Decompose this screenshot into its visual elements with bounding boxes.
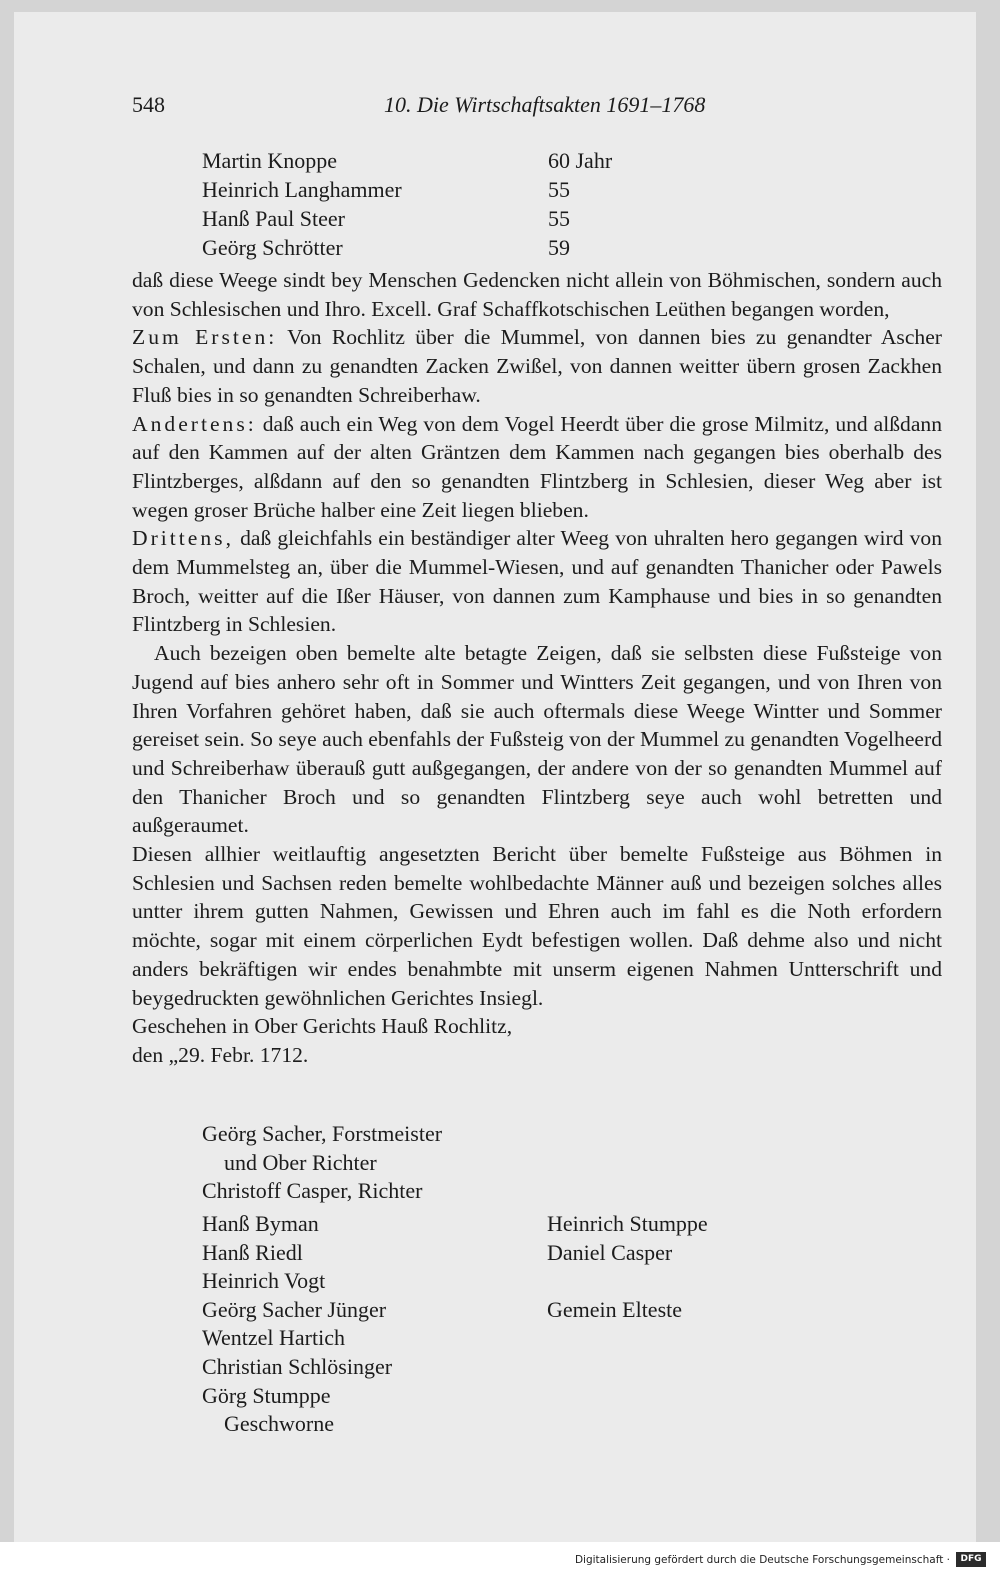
- signature-line: Hanß Byman: [202, 1211, 319, 1236]
- first-route-text: Von Rochlitz über die Mummel, von dannen bies zu genandter Ascher Schalen, und dann zu genandten Zacken Zwißel, von dannen weitter übern grosen Zackhen Fluß bies in so genandten Schreiberhaw.: [132, 325, 942, 407]
- witness-row: [202, 233, 652, 262]
- first-route-label: Zum Ersten:: [132, 325, 278, 350]
- signature-line: Daniel Casper: [547, 1239, 673, 1265]
- document-body: [132, 266, 942, 1070]
- spacer: [547, 1267, 708, 1296]
- signature-role: Geschworne: [224, 1411, 334, 1437]
- first-route-paragraph: [132, 323, 942, 409]
- witness-list: [202, 146, 652, 262]
- signature-line: Geörg Sacher, Forstmeister: [202, 1121, 443, 1146]
- page-number: 548: [132, 92, 165, 117]
- running-head: [0, 92, 1000, 122]
- signature-line: Geörg Sacher Jünger: [202, 1296, 387, 1322]
- second-route-label: Andertens:: [132, 411, 257, 436]
- signature-line: und Ober Richter: [224, 1149, 377, 1175]
- third-route-label: Drittens,: [132, 526, 234, 551]
- footer-text: Digitalisierung gefördert durch die Deutsche Forschungsgemeinschaft ·: [574, 1553, 950, 1566]
- witness-name: Geörg Schrötter: [202, 235, 343, 260]
- witness-name: Heinrich Langhammer: [202, 177, 402, 202]
- date-line: den „29. Febr. 1712.: [132, 1042, 309, 1067]
- signature-line: Heinrich Stumppe: [547, 1211, 708, 1236]
- second-route-paragraph: [132, 410, 942, 525]
- signature-line: Christoff Casper, Richter: [202, 1178, 423, 1204]
- signature-line: Christian Schlösinger: [202, 1353, 393, 1379]
- witness-name: Hanß Paul Steer: [202, 206, 345, 231]
- attestation-paragraph: Diesen allhier weitlauftig angesetzten Bericht über bemelte Fußsteige aus Böhmen in Schlesien und Sachsen reden bemelte wohlbedachte Männer auß und bezeigen solches alles untter ihrem gutten Nahmen, Gewissen und Ehren auch im fahl es die Noth erfordern möchte, sogar mit einem cörperlichen Eydt befestigen wollen. Daß dehme also und nicht anders bekräftigen wir endes benahmbte mit unserm eigenen Nahmen Untterschrift und beygedruckten gewöhnlichen Gerichtes Insiegl.: [132, 842, 942, 1010]
- elder-signatures: [547, 1210, 708, 1324]
- second-route-text: daß auch ein Weg von dem Vogel Heerdt über die grose Milmitz, und alßdann auf den Kammen auf der alten Gräntzen dem Kammen nach gegangen bies oberhalb des Flintzberges, alßdann auf den so genandten Flintzberg in Schlesien, dieser Weg aber ist wegen groser Brüche halber eine Zeit liegen blieben.: [132, 411, 942, 522]
- chapter-title: 10. Die Wirtschaftsakten 1691–1768: [384, 92, 706, 117]
- sworn-signatures: [202, 1210, 392, 1439]
- place-line: Geschehen in Ober Gerichts Hauß Rochlitz,: [132, 1014, 513, 1039]
- witness-row: [202, 204, 652, 233]
- signature-line: Heinrich Vogt: [202, 1268, 326, 1294]
- signature-line: Görg Stumppe: [202, 1382, 331, 1408]
- witness-age: 59: [548, 235, 570, 260]
- witness-age: 55: [548, 206, 570, 231]
- official-signatures: [202, 1120, 442, 1206]
- testimony-paragraph: Auch bezeigen oben bemelte alte betagte Zeigen, daß sie selbsten diese Fußsteige von Jugend auf bies anhero sehr oft in Sommer und Wintters Zeit gegangen, und von Ihren von Ihren Vorfahren gehöret haben, daß sie auch oftermals diese Weege Wintter und Sommer gereiset sein. So seye auch ebenfahls der Fußsteig von der Mummel zu genandten Vogelheerd und Schreiberhaw überauß gutt außgegangen, der andere von der so genandten Mummel auf den Thanicher Broch und so genandten Flintzberg seye auch wohl betretten und außgeraumet.: [132, 641, 942, 838]
- witness-name: Martin Knoppe: [202, 148, 338, 173]
- digitization-footer: [575, 1552, 986, 1567]
- witness-age: 55: [548, 177, 570, 202]
- third-route-text: daß gleichfahls ein beständiger alter Weeg von uhralten hero gegangen wird von dem Mummelsteg an, über die Mummel-Wiesen, und auf genandten Thanicher oder Pawels Broch, weitter auf die Ißer Häuser, von dannen zum Kamphause und bies in so genandten Flintzberg in Schlesien.: [132, 526, 942, 637]
- dfg-logo: DFG: [956, 1552, 986, 1567]
- third-route-paragraph: [132, 524, 942, 639]
- witness-row: [202, 146, 652, 175]
- witness-row: [202, 175, 652, 204]
- signature-line: Hanß Riedl: [202, 1239, 303, 1265]
- witness-age: 60 Jahr: [548, 148, 613, 173]
- signature-role: Gemein Elteste: [547, 1296, 683, 1322]
- intro-paragraph: daß diese Weege sindt bey Menschen Gedencken nicht allein von Böhmischen, sondern auch von Schlesischen und Ihro. Excell. Graf Schaffkotschischen Leüthen begangen worden,: [132, 268, 942, 321]
- signature-line: Wentzel Hartich: [202, 1325, 345, 1351]
